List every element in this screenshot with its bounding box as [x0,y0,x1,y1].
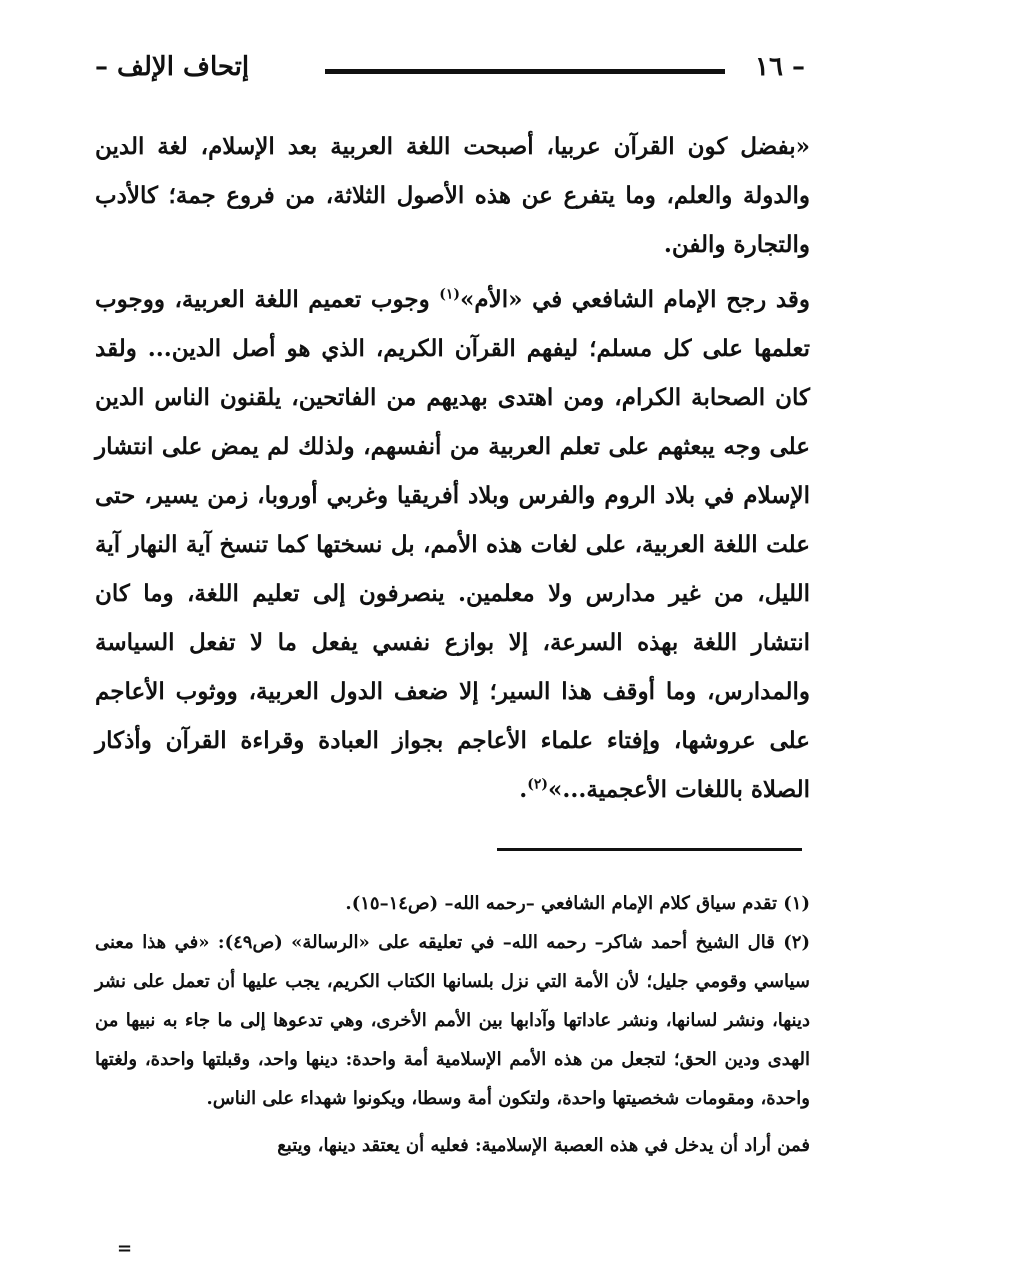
footnote-ref-2: (٢) [527,776,549,793]
header-rule [325,69,725,74]
paragraph-1: «بفضل كون القرآن عربيا، أصبحت اللغة العربية بعد الإسلام، لغة الدين والدولة والعلم، وما يتفرع عن هذه الأصول الثلاثة، من فروع جمة؛ كالأدب والتجارة والفن. [95,133,810,258]
paragraph-2-text-rest: وجوب تعميم اللغة العربية، ووجوب تعلمها على كل مسلم؛ ليفهم القرآن الكريم، الذي هو أصل الدين... ولقد كان الصحابة الكرام، ومن اهتدى بهديهم من الفاتحين، يلقنون الناس الدين على وجه يبعثهم على تعلم العربية من أنفسهم، ولذلك لم يمض على انتشار الإسلام في بلاد الروم والفرس وبلاد أفريقيا وغربي أوروبا، زمن يسير، حتى علت اللغة العربية، على لغات هذه الأمم، بل نسختها كما تنسخ آية النهار آية الليل، من غير مدارس ولا معلمين. ينصرفون إلى تعليم اللغة، وما كان انتشار اللغة بهذه السرعة، إلا بوازع نفسي يفعل ما لا تفعل السياسة والمدارس، وما أوقف هذا السير؛ إلا ضعف الدول العربية، ووثوب الأعاجم على عروشها، وإفتاء علماء الأعاجم بجواز العبادة وقراءة القرآن وأذكار الصلاة باللغات الأعجمية...» [95,286,810,803]
page-number: – ١٦ [755,52,805,82]
footnote-ref-1: (١) [439,286,461,303]
footnote-separator [497,848,802,851]
paragraph-2-text-start: وقد رجح الإمام الشافعي في «الأم» [460,286,810,313]
main-text [95,122,810,820]
page-header [95,52,805,96]
paragraph-2-end: . [519,776,528,803]
paragraph-2 [95,275,810,814]
footnotes [95,884,810,1165]
footnote-2-continued: فمن أراد أن يدخل في هذه العصبة الإسلامية: فعليه أن يعتقد دينها، ويتبع [277,1135,810,1156]
continuation-mark: = [117,1238,133,1259]
footnote-2: (٢) قال الشيخ أحمد شاكر– رحمه الله– في تعليقه على «الرسالة» (ص٤٩): «في هذا معنى سياسي وقومي جليل؛ لأن الأمة التي نزل بلسانها الكتاب الكريم، يجب عليها أن تعمل على نشر دينها، ونشر لسانها، ونشر عاداتها وآدابها بين الأمم الأخرى، وهي تدعوها إلى ما جاء به نبيها من الهدى ودين الحق؛ لتجعل من هذه الأمم الإسلامية أمة واحدة: دينها واحد، وقبلتها واحدة، ولغتها واحدة، ومقومات شخصيتها واحدة، ولتكون أمة وسطا، ويكونوا شهداء على الناس. [95,932,810,1109]
book-title: إتحاف الإلف – [95,52,250,82]
footnote-1: (١) تقدم سياق كلام الإمام الشافعي –رحمه الله– (ص١٤–١٥). [345,893,810,914]
